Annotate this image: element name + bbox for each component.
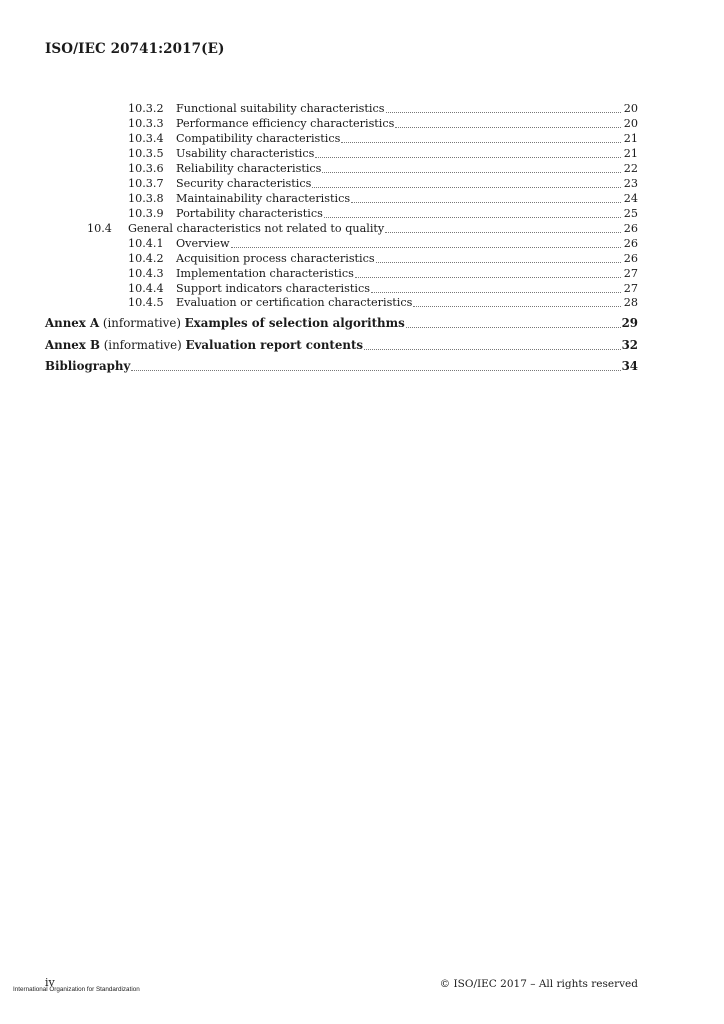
toc-entry-number: 10.3.5 xyxy=(128,147,164,160)
toc-entry-number: 10.3.2 xyxy=(128,102,164,115)
toc-entry-number: 10.4.4 xyxy=(128,282,164,295)
dot-leader xyxy=(322,171,621,173)
toc-entry[interactable] xyxy=(0,281,724,296)
annex-page: 29 xyxy=(621,316,638,330)
toc-entry[interactable] xyxy=(0,191,724,206)
toc-entry-page: 24 xyxy=(623,192,638,205)
document-id: ISO/IEC 20741:2017(E) xyxy=(45,41,225,57)
toc-entry-page: 22 xyxy=(623,162,638,175)
dot-leader xyxy=(131,369,621,371)
toc-entry-number: 10.4.5 xyxy=(128,296,164,309)
toc-entry-title: Overview xyxy=(176,237,230,250)
dot-leader xyxy=(324,216,621,218)
toc-entry-page: 28 xyxy=(623,296,638,309)
toc-entry-page: 26 xyxy=(623,252,638,265)
toc-entry[interactable] xyxy=(0,131,724,146)
toc-entry-title: Acquisition process characteristics xyxy=(176,252,375,265)
toc-entry-title: Support indicators characteristics xyxy=(176,282,370,295)
annex-page: 32 xyxy=(621,338,638,352)
toc-entry[interactable] xyxy=(0,266,724,281)
toc-entry-number: 10.4.3 xyxy=(128,267,164,280)
toc-entry-number: 10.3.6 xyxy=(128,162,164,175)
bibliography-title: Bibliography xyxy=(45,359,131,373)
toc-entry-title: Performance efficiency characteristics xyxy=(176,117,395,130)
dot-leader xyxy=(385,231,621,233)
dot-leader xyxy=(386,111,621,113)
toc-entry-title: Portability characteristics xyxy=(176,207,323,220)
toc-entry[interactable] xyxy=(0,146,724,161)
toc-entry-page: 27 xyxy=(623,282,638,295)
toc-entry-page: 26 xyxy=(623,237,638,250)
toc-entry-page: 21 xyxy=(623,147,638,160)
toc-entry[interactable] xyxy=(0,221,724,236)
toc-entry-number: 10.4.1 xyxy=(128,237,164,250)
toc-entry[interactable] xyxy=(0,101,724,116)
annex-label: Annex A xyxy=(45,316,100,330)
toc-entry-page: 21 xyxy=(623,132,638,145)
toc-entry[interactable] xyxy=(0,295,724,310)
toc-entry-number: 10.3.7 xyxy=(128,177,164,190)
annex-label: Annex B xyxy=(45,338,100,352)
toc-entry-title: Implementation characteristics xyxy=(176,267,354,280)
toc-entry-title: Security characteristics xyxy=(176,177,312,190)
toc-entry-number: 10.3.4 xyxy=(128,132,164,145)
dot-leader xyxy=(371,291,621,293)
toc-annex-a[interactable] xyxy=(0,316,724,331)
footer-organization: International Organization for Standardization xyxy=(13,986,140,993)
footer-page-number: iv xyxy=(45,976,55,989)
dot-leader xyxy=(312,186,621,188)
toc-entry[interactable] xyxy=(0,116,724,131)
dot-leader xyxy=(231,246,621,248)
toc-entry[interactable] xyxy=(0,176,724,191)
dot-leader xyxy=(376,261,621,263)
toc-entry-title: Evaluation or certification characteristics xyxy=(176,296,413,309)
dot-leader xyxy=(341,141,621,143)
annex-kind: (informative) xyxy=(103,338,182,352)
dot-leader xyxy=(351,201,621,203)
toc-entry-title: Usability characteristics xyxy=(176,147,315,160)
dot-leader xyxy=(315,156,621,158)
toc-entry-number: 10.3.3 xyxy=(128,117,164,130)
toc-entry-page: 23 xyxy=(623,177,638,190)
toc-entry-page: 25 xyxy=(623,207,638,220)
toc-entry-number: 10.3.9 xyxy=(128,207,164,220)
dot-leader xyxy=(406,326,621,328)
toc-entry-page: 26 xyxy=(623,222,638,235)
bibliography-page: 34 xyxy=(621,359,638,373)
annex-kind: (informative) xyxy=(102,316,181,330)
toc-bibliography[interactable] xyxy=(0,359,724,374)
dot-leader xyxy=(364,348,621,350)
dot-leader xyxy=(413,305,621,307)
toc-entry-number: 10.3.8 xyxy=(128,192,164,205)
toc-entry-page: 27 xyxy=(623,267,638,280)
dot-leader xyxy=(355,276,621,278)
toc-entry[interactable] xyxy=(0,251,724,266)
toc-entry[interactable] xyxy=(0,161,724,176)
toc-entry[interactable] xyxy=(0,206,724,221)
toc-entry-page: 20 xyxy=(623,117,638,130)
annex-title: Examples of selection algorithms xyxy=(184,316,405,330)
toc-entry-title: Maintainability characteristics xyxy=(176,192,351,205)
toc-entry-title: Functional suitability characteristics xyxy=(176,102,385,115)
toc-entry-page: 20 xyxy=(623,102,638,115)
dot-leader xyxy=(395,126,621,128)
toc-entry-title: Compatibility characteristics xyxy=(176,132,341,145)
toc-entry[interactable] xyxy=(0,236,724,251)
toc-entry-number: 10.4.2 xyxy=(128,252,164,265)
toc-entry-number: 10.4 xyxy=(87,222,112,235)
toc-annex-b[interactable] xyxy=(0,338,724,353)
annex-title: Evaluation report contents xyxy=(185,338,364,352)
footer-copyright: © ISO/IEC 2017 – All rights reserved xyxy=(439,978,638,990)
toc-entry-title: General characteristics not related to quality xyxy=(128,222,385,235)
toc-entry-title: Reliability characteristics xyxy=(176,162,322,175)
